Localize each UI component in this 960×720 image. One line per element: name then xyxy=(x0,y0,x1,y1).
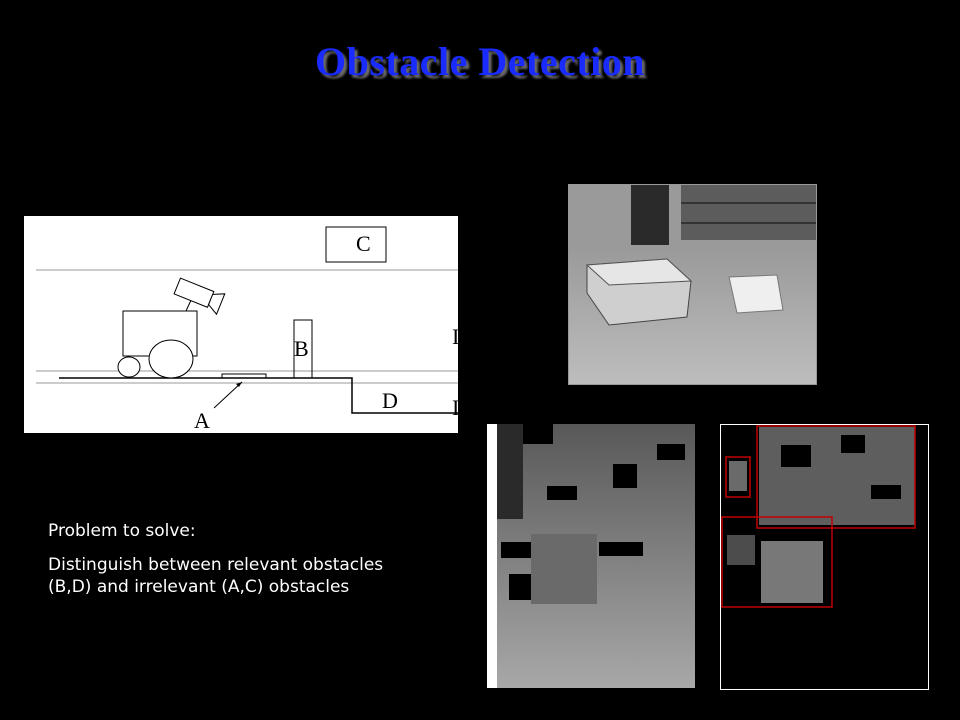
segmented-map-svg xyxy=(721,425,928,689)
disparity-map xyxy=(487,424,695,688)
problem-text: Distinguish between relevant obstacles (B,D) and irrelevant (A,C) obstacles xyxy=(48,555,384,597)
cabinet-shape xyxy=(631,185,669,245)
problem-heading: Problem to solve: xyxy=(48,521,196,541)
paper-obstacle xyxy=(729,275,783,313)
camera-photo-svg xyxy=(569,185,816,384)
label-a: A xyxy=(194,408,210,433)
scene-diagram xyxy=(24,216,458,433)
problem-description xyxy=(48,520,408,610)
disparity-map-svg xyxy=(487,424,695,688)
label-cut-1: I xyxy=(452,324,460,349)
label-b: B xyxy=(294,336,309,361)
slide-title: Obstacle Detection xyxy=(314,39,645,84)
obstacle-a-pointer xyxy=(214,382,242,408)
robot-icon xyxy=(118,276,225,378)
disparity-box-region xyxy=(531,534,597,604)
label-cut-2: I xyxy=(452,395,460,420)
label-d: D xyxy=(382,388,398,413)
camera-photo xyxy=(568,184,817,385)
scene-diagram-svg xyxy=(24,216,458,433)
label-c: C xyxy=(356,231,371,256)
desk-drawers xyxy=(681,185,816,240)
segmented-disparity-map xyxy=(720,424,929,690)
